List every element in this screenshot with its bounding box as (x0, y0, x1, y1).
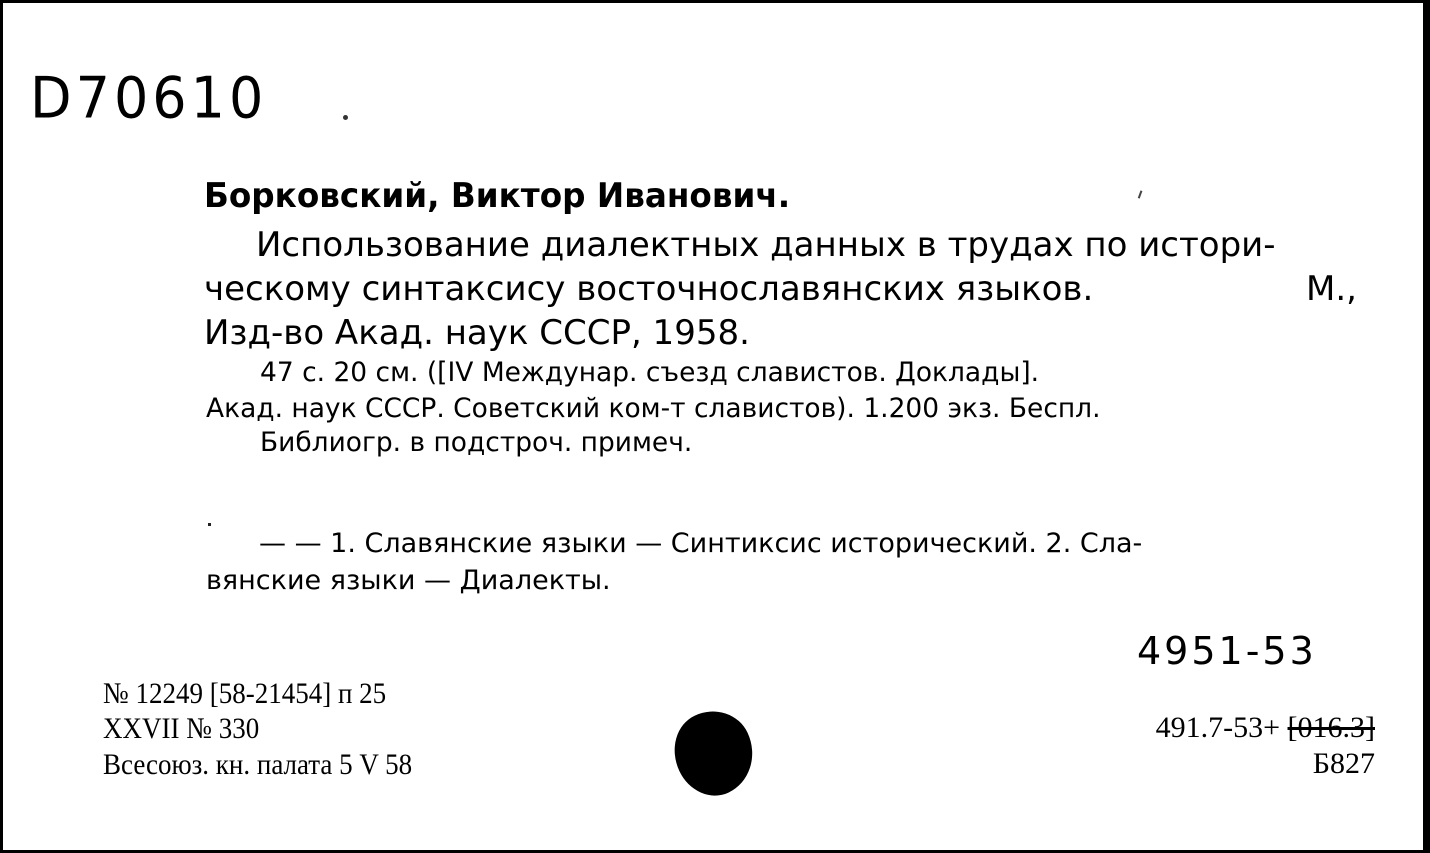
author-mark: Б827 (1312, 747, 1375, 780)
classification-main: 491.7-53+ (1155, 711, 1281, 744)
title-line-1: Использование диалектных данных в трудах по истори- (256, 225, 1276, 265)
author-heading: Борковский, Виктор Иванович. (204, 176, 791, 216)
bibliography-note: Библиогр. в подстроч. примеч. (260, 427, 693, 458)
title-line-2-text: ческому синтаксису восточнославянских языков. (204, 269, 1094, 309)
series-note: Акад. наук СССР. Советский ком-т славистов). 1.200 экз. Беспл. (206, 393, 1101, 424)
classification-code (1156, 711, 1375, 745)
chamber-stamp: Всесоюз. кн. палата 5 V 58 (103, 748, 413, 781)
registration-number: № 12249 [58-21454] п 25 (103, 677, 387, 710)
publication-place: М., (1306, 269, 1357, 309)
title-line-2 (204, 269, 1357, 309)
handwritten-inventory-number: 4951-53 (1137, 629, 1317, 673)
physical-description: 47 с. 20 см. ([IV Междунар. съезд славистов. Доклады]. (260, 357, 1040, 388)
subject-headings-line-2: вянские языки — Диалекты. (206, 565, 611, 596)
card-punch-hole (661, 698, 767, 807)
subject-headings-line-1: — — 1. Славянские языки — Синтиксис исторический. 2. Сла- (259, 528, 1143, 559)
catalog-card (3, 3, 1423, 850)
paper-speck (208, 523, 211, 526)
stray-pen-mark (1138, 190, 1145, 199)
ink-dot (343, 115, 348, 120)
classification-struck: [016.3] (1287, 711, 1375, 744)
title-line-3: Изд-во Акад. наук СССР, 1958. (204, 313, 750, 353)
volume-number: XXVII № 330 (103, 712, 260, 745)
handwritten-call-number: D70610 (30, 65, 268, 132)
